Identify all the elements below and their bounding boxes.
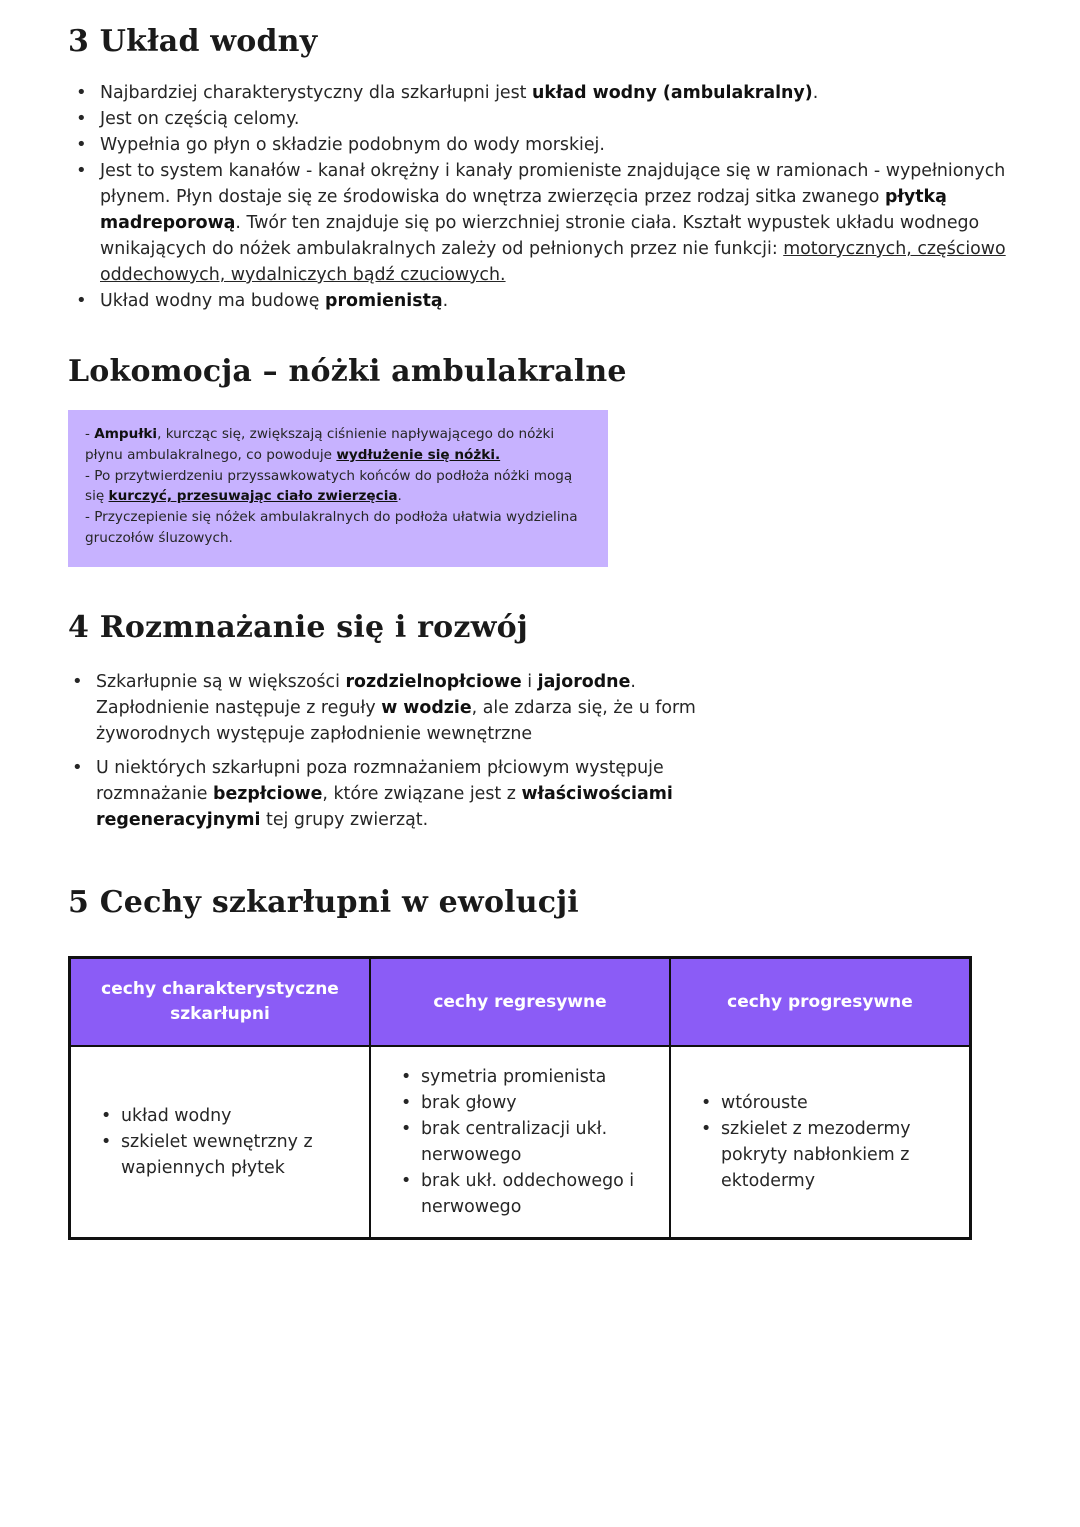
section-title-evolution: 5 Cechy szkarłupni w ewolucji bbox=[68, 885, 579, 920]
list-item: • wtórouste bbox=[695, 1090, 969, 1116]
table-cell-progressive bbox=[671, 1047, 969, 1237]
water-system-list bbox=[68, 80, 1018, 314]
table-cell-regressive bbox=[371, 1047, 671, 1237]
list-item: • Wypełnia go płyn o składzie podobnym do wody morskiej. bbox=[68, 132, 1018, 158]
list-item: • Szkarłupnie są w większości rozdzielnopłciowe i jajorodne. Zapłodnienie następuje z reguły w wodzie, ale zdarza się, że u form żyworodnych występuje zapłodnienie wewnętrzne bbox=[64, 669, 724, 747]
list-item: • brak centralizacji ukł. nerwowego bbox=[395, 1116, 669, 1168]
list-item: • brak ukł. oddechowego i nerwowego bbox=[395, 1168, 669, 1220]
note-line: - Przyczepienie się nóżek ambulakralnych do podłoża ułatwia wydzielina gruczołów śluzowych. bbox=[85, 509, 578, 546]
list-item: • szkielet wewnętrzny z wapiennych płytek bbox=[95, 1129, 369, 1181]
list-item: • Układ wodny ma budowę promienistą. bbox=[68, 288, 1018, 314]
list-item: • symetria promienista bbox=[395, 1064, 669, 1090]
list-item: • Najbardziej charakterystyczny dla szkarłupni jest układ wodny (ambulakralny). bbox=[68, 80, 1018, 106]
table-header-progressive: cechy progresywne bbox=[671, 959, 969, 1047]
section-title-reproduction: 4 Rozmnażanie się i rozwój bbox=[68, 610, 528, 645]
list-item: • układ wodny bbox=[95, 1103, 369, 1129]
section-title-locomotion: Lokomocja – nóżki ambulakralne bbox=[68, 354, 627, 389]
note-line: - Ampułki, kurcząc się, zwiększają ciśnienie napływającego do nóżki płynu ambulakralnego, co powoduje wydłużenie się nóżki. bbox=[85, 426, 555, 463]
list-item: • Jest to system kanałów - kanał okrężny i kanały promieniste znajdujące się w ramionach - wypełnionych płynem. Płyn dostaje się ze środowiska do wnętrza zwierzęcia przez rodzaj sitka zwanego płytką madreporową. Twór ten znajduje się po wierzchniej stronie ciała. Kształt wypustek układu wodnego wnikających do nóżek ambulakralnych zależy od pełnionych przez nie funkcji: motorycznych, częściowo oddechowych, wydalniczych bądź czuciowych. bbox=[68, 158, 1018, 288]
evolution-features-table bbox=[68, 956, 972, 1240]
list-item: • Jest on częścią celomy. bbox=[68, 106, 1018, 132]
table-header-regressive: cechy regresywne bbox=[371, 959, 671, 1047]
locomotion-note-box bbox=[68, 410, 608, 567]
note-line: - Po przytwierdzeniu przyssawkowatych końców do podłoża nóżki mogą się kurczyć, przesuwając ciało zwierzęcia. bbox=[85, 467, 573, 505]
list-item: • U niektórych szkarłupni poza rozmnażaniem płciowym występuje rozmnażanie bezpłciowe, które związane jest z właściwościami regeneracyjnymi tej grupy zwierząt. bbox=[64, 755, 724, 833]
list-item: • szkielet z mezodermy pokryty nabłonkiem z ektodermy bbox=[695, 1116, 969, 1194]
section-title-water-system: 3 Układ wodny bbox=[68, 24, 318, 59]
table-cell-characteristic bbox=[71, 1047, 371, 1237]
reproduction-list bbox=[64, 669, 724, 833]
table-header-characteristic: cechy charakterystyczne szkarłupni bbox=[71, 959, 371, 1047]
list-item: • brak głowy bbox=[395, 1090, 669, 1116]
